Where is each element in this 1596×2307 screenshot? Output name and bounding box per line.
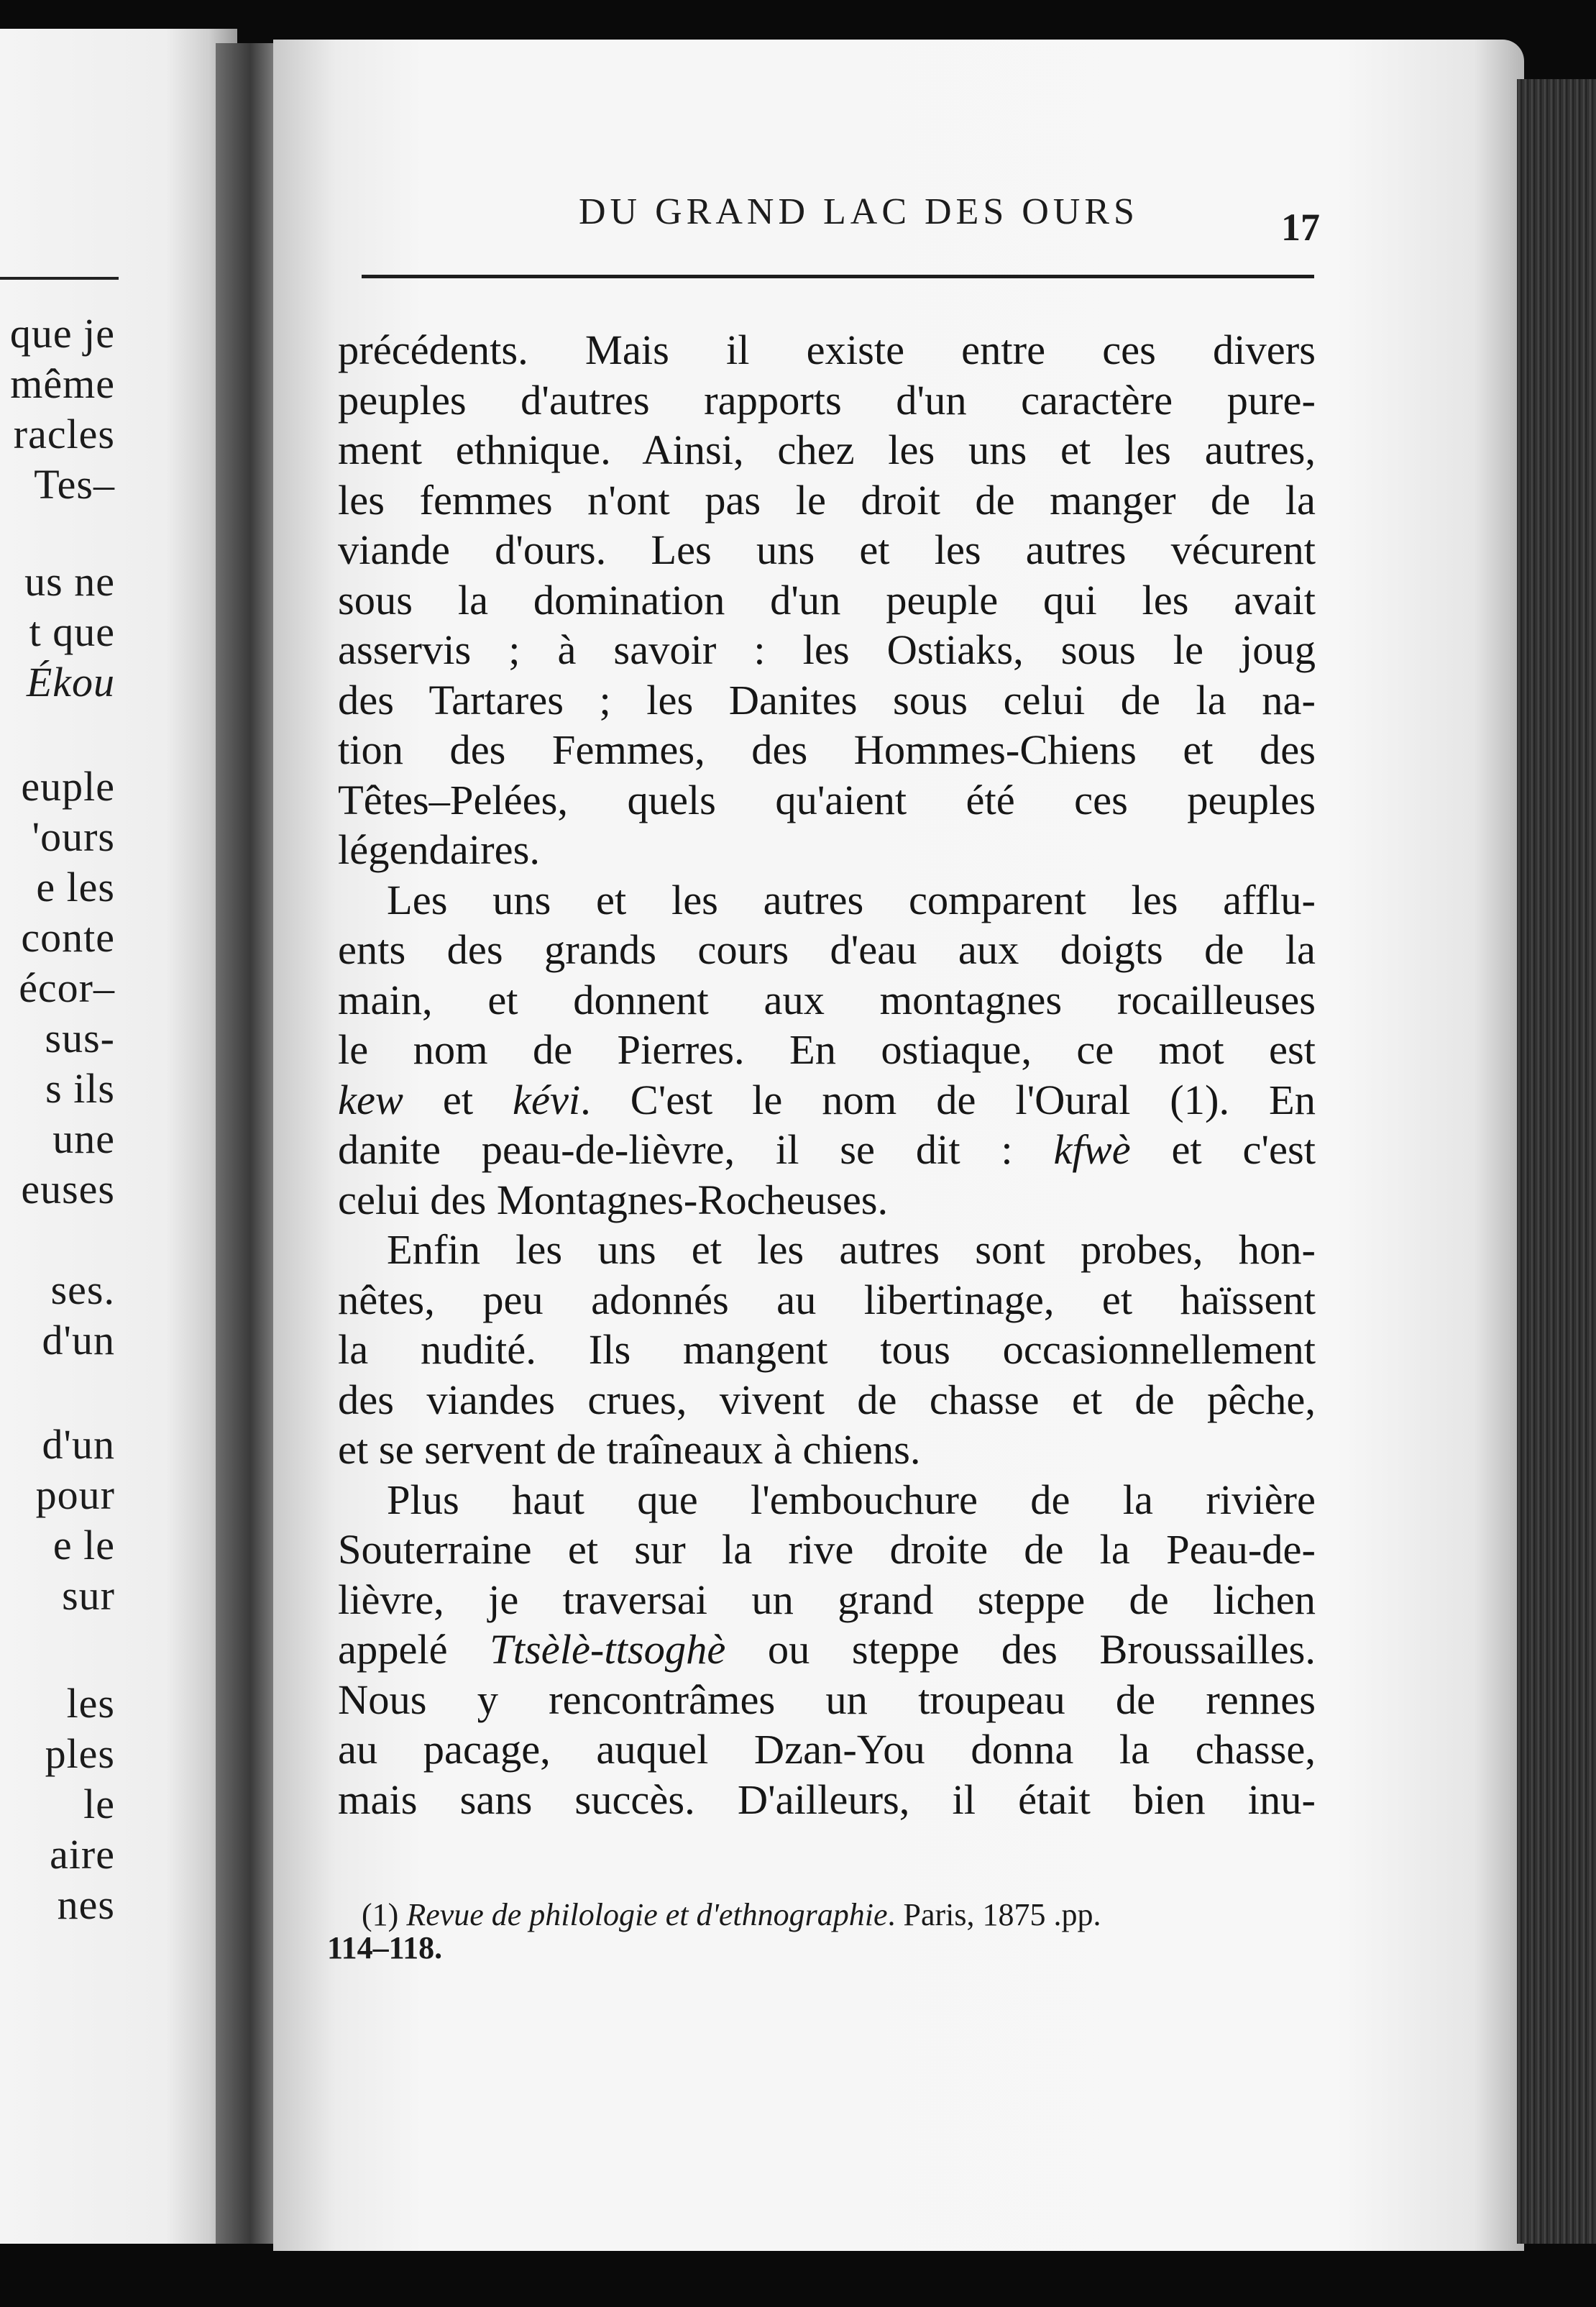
body-line bbox=[338, 725, 1316, 775]
text-run: Plus haut que l'embouchure de la rivière bbox=[387, 1476, 1316, 1523]
body-line bbox=[338, 625, 1316, 675]
text-run: des viandes crues, vivent de chasse et de pêche, bbox=[338, 1376, 1316, 1423]
footnote-rest: . Paris, 1875 .pp. bbox=[887, 1897, 1101, 1932]
body-line bbox=[338, 825, 1316, 875]
left-page-line: s ils bbox=[45, 1065, 115, 1112]
text-run: sous la domination d'un peuple qui les avait bbox=[338, 576, 1316, 623]
body-text bbox=[338, 325, 1316, 1824]
body-line bbox=[338, 1724, 1316, 1775]
body-line bbox=[338, 1525, 1316, 1575]
text-run: et se servent de traîneaux à chiens. bbox=[338, 1426, 921, 1473]
italic-term: Ttsèlè-ttsoghè bbox=[490, 1626, 726, 1673]
text-run: et bbox=[403, 1076, 513, 1123]
body-line bbox=[338, 475, 1316, 526]
left-page-line: d'un bbox=[42, 1317, 115, 1363]
body-line bbox=[338, 1775, 1316, 1825]
body-line bbox=[338, 1175, 1316, 1225]
text-run: Souterraine et sur la rive droite de la Peau-de- bbox=[338, 1526, 1316, 1573]
left-page-line: les bbox=[66, 1680, 115, 1727]
text-run: . C'est le nom de l'Oural (1). En bbox=[580, 1076, 1316, 1123]
body-line bbox=[338, 375, 1316, 426]
left-page-line: conte bbox=[21, 914, 115, 961]
left-page-line: euple bbox=[21, 763, 115, 810]
italic-term: kew bbox=[338, 1076, 403, 1123]
left-page-line: Tes– bbox=[34, 461, 115, 508]
italic-term: kfwè bbox=[1053, 1126, 1131, 1173]
body-line bbox=[338, 1575, 1316, 1625]
left-page-line: ses. bbox=[50, 1266, 115, 1313]
body-line bbox=[338, 1625, 1316, 1675]
text-run: Nous y rencontrâmes un troupeau de rennes bbox=[338, 1676, 1316, 1723]
running-head: DU GRAND LAC DES OURS bbox=[579, 191, 1139, 232]
footnote bbox=[327, 1899, 1290, 1965]
left-page-line: nes bbox=[57, 1881, 115, 1928]
left-page-line: 'ours bbox=[32, 813, 115, 860]
text-run: ou steppe des Broussailles. bbox=[725, 1626, 1316, 1673]
text-run: viande d'ours. Les uns et les autres vécurent bbox=[338, 526, 1316, 573]
body-line bbox=[338, 1075, 1316, 1125]
left-page-line: pour bbox=[35, 1471, 115, 1518]
italic-term: kévi bbox=[513, 1076, 581, 1123]
text-run: appelé bbox=[338, 1626, 490, 1673]
text-run: précédents. Mais il existe entre ces divers bbox=[338, 326, 1316, 373]
text-run: asservis ; à savoir : les Ostiaks, sous le joug bbox=[338, 626, 1316, 673]
text-run: le nom de Pierres. En ostiaque, ce mot est bbox=[338, 1026, 1316, 1073]
page-edges bbox=[1517, 79, 1596, 2244]
body-line bbox=[338, 675, 1316, 726]
text-run: la nudité. Ils mangent tous occasionnellement bbox=[338, 1326, 1316, 1373]
text-run: peuples d'autres rapports d'un caractère pure- bbox=[338, 376, 1316, 424]
page-number: 17 bbox=[1281, 206, 1320, 249]
text-run: Enfin les uns et les autres sont probes, hon- bbox=[387, 1226, 1316, 1273]
footnote-pages: 114–118. bbox=[327, 1930, 443, 1965]
left-page-line: euses bbox=[21, 1166, 115, 1212]
body-line bbox=[338, 1375, 1316, 1425]
left-page-line: us ne bbox=[24, 558, 115, 605]
footnote-marker: (1) bbox=[362, 1897, 399, 1932]
text-run: les femmes n'ont pas le droit de manger de la bbox=[338, 476, 1316, 524]
left-page-line: sus- bbox=[45, 1015, 115, 1061]
text-run: et c'est bbox=[1130, 1126, 1316, 1173]
left-page-line: t que bbox=[29, 608, 115, 655]
left-page-line: que je bbox=[9, 310, 115, 357]
text-run: celui des Montagnes-Rocheuses. bbox=[338, 1176, 889, 1223]
body-line bbox=[338, 1475, 1316, 1525]
body-line bbox=[338, 575, 1316, 626]
body-line bbox=[338, 525, 1316, 575]
footnote-title: Revue de philologie et d'ethnographie bbox=[406, 1897, 888, 1932]
text-run: au pacage, auquel Dzan-You donna la chasse, bbox=[338, 1726, 1316, 1773]
body-line bbox=[338, 1225, 1316, 1275]
body-line bbox=[338, 1425, 1316, 1475]
body-line bbox=[338, 1325, 1316, 1375]
left-page-line: Ékou bbox=[26, 659, 115, 705]
left-page-line: aire bbox=[50, 1831, 115, 1878]
text-run: des Tartares ; les Danites sous celui de la na- bbox=[338, 676, 1316, 723]
body-line bbox=[338, 875, 1316, 926]
left-page-line: d'un bbox=[42, 1421, 115, 1468]
text-run: main, et donnent aux montagnes rocailleuses bbox=[338, 976, 1316, 1023]
left-page-line: e les bbox=[36, 864, 115, 910]
body-line bbox=[338, 1675, 1316, 1725]
text-run: ents des grands cours d'eau aux doigts de la bbox=[338, 926, 1316, 973]
left-page-line: écor– bbox=[19, 964, 115, 1011]
left-page-line: e le bbox=[52, 1522, 115, 1568]
left-page-line: racles bbox=[13, 411, 115, 457]
left-page-header-rule bbox=[0, 277, 119, 280]
body-line bbox=[338, 775, 1316, 826]
body-line bbox=[338, 425, 1316, 475]
header-rule bbox=[362, 275, 1314, 278]
footnote-line-1 bbox=[327, 1899, 1290, 1932]
text-run: danite peau-de-lièvre, il se dit : bbox=[338, 1126, 1054, 1173]
body-line bbox=[338, 925, 1316, 975]
text-run: tion des Femmes, des Hommes-Chiens et des bbox=[338, 726, 1316, 773]
body-line bbox=[338, 1275, 1316, 1325]
left-page bbox=[0, 29, 237, 2244]
left-page-line: ples bbox=[45, 1730, 115, 1777]
text-run: Les uns et les autres comparent les afflu- bbox=[387, 876, 1316, 923]
left-page-line: sur bbox=[62, 1572, 115, 1619]
text-run: ment ethnique. Ainsi, chez les uns et les autres, bbox=[338, 426, 1316, 473]
text-run: lièvre, je traversai un grand steppe de lichen bbox=[338, 1576, 1316, 1623]
body-line bbox=[338, 975, 1316, 1025]
body-line bbox=[338, 1125, 1316, 1175]
text-run: mais sans succès. D'ailleurs, il était bien inu- bbox=[338, 1776, 1316, 1823]
body-line bbox=[338, 1025, 1316, 1075]
text-run: nêtes, peu adonnés au libertinage, et haïssent bbox=[338, 1276, 1316, 1323]
body-line bbox=[338, 325, 1316, 375]
text-run: légendaires. bbox=[338, 826, 540, 873]
text-run: Têtes–Pelées, quels qu'aient été ces peuples bbox=[338, 776, 1316, 823]
left-page-line: le bbox=[83, 1781, 115, 1827]
left-page-line: même bbox=[10, 360, 115, 407]
left-page-line: une bbox=[52, 1115, 115, 1162]
